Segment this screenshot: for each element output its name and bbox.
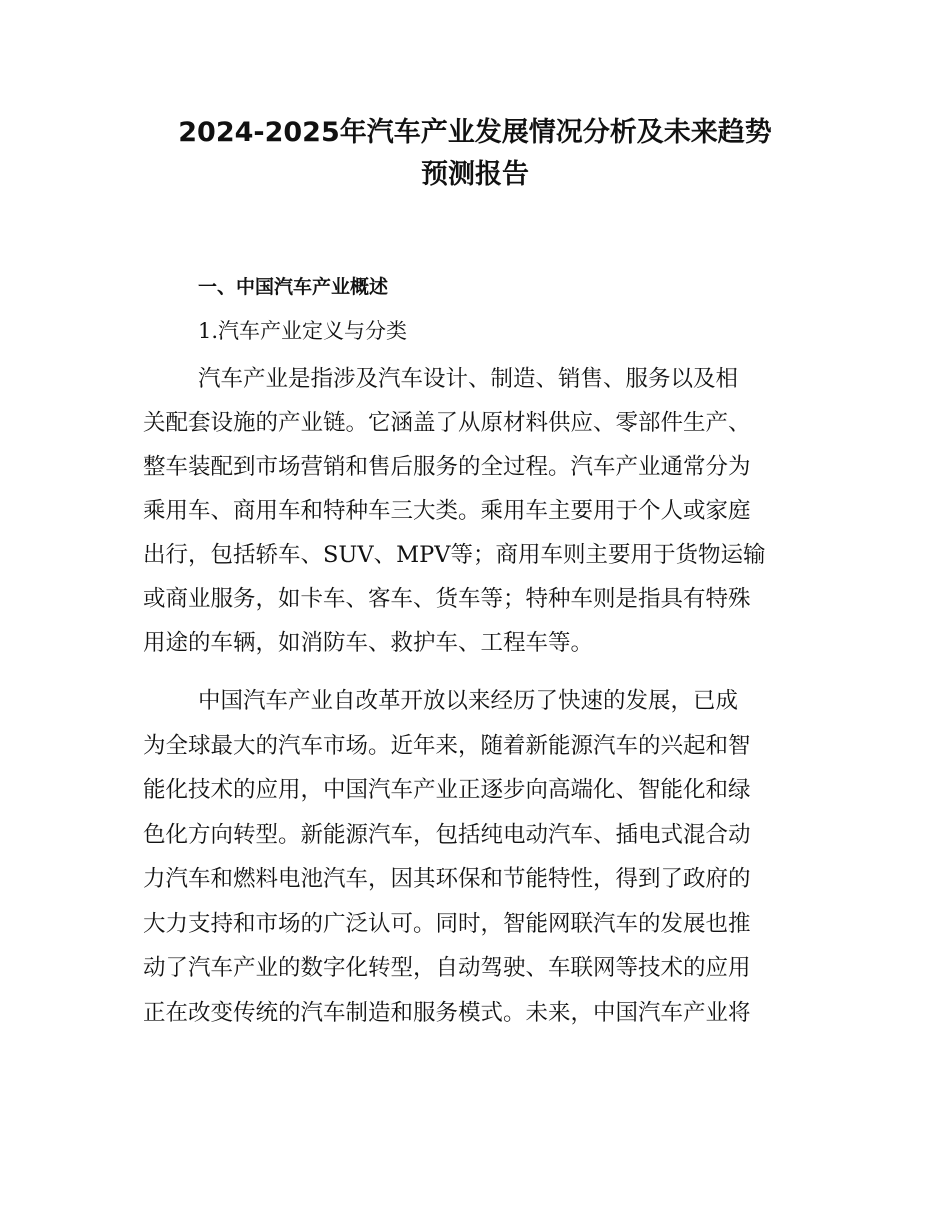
paragraph-1-line-6: 或商业服务，如卡车、客车、货车等；特种车则是指具有特殊 [143, 586, 751, 612]
section-heading: 一、中国汽车产业概述 [198, 276, 389, 298]
paragraph-1-line-4: 乘用车、商用车和特种车三大类。乘用车主要用于个人或家庭 [143, 498, 751, 524]
subsection-heading: 1.汽车产业定义与分类 [198, 319, 408, 343]
paragraph-1-line-2: 关配套设施的产业链。它涵盖了从原材料供应、零部件生产、 [143, 410, 751, 436]
document-title-line-1: 2024-2025年汽车产业发展情况分析及未来趋势 [178, 117, 772, 148]
paragraph-2-line-7: 动了汽车产业的数字化转型，自动驾驶、车联网等技术的应用 [143, 955, 751, 981]
paragraph-2-line-3: 能化技术的应用，中国汽车产业正逐步向高端化、智能化和绿 [143, 777, 751, 803]
paragraph-2-line-8: 正在改变传统的汽车制造和服务模式。未来，中国汽车产业将 [143, 1000, 751, 1026]
paragraph-1-line-1: 汽车产业是指涉及汽车设计、制造、销售、服务以及相 [198, 366, 739, 392]
document-title-line-2: 预测报告 [421, 159, 529, 190]
paragraph-2-line-5: 力汽车和燃料电池汽车，因其环保和节能特性，得到了政府的 [143, 866, 751, 892]
paragraph-1-line-7: 用途的车辆，如消防车、救护车、工程车等。 [143, 630, 594, 656]
paragraph-1-line-3: 整车装配到市场营销和售后服务的全过程。汽车产业通常分为 [143, 454, 751, 480]
paragraph-1-line-5: 出行，包括轿车、SUV、MPV等；商用车则主要用于货物运输 [143, 542, 766, 568]
paragraph-2-line-2: 为全球最大的汽车市场。近年来，随着新能源汽车的兴起和智 [143, 733, 751, 759]
paragraph-2-line-1: 中国汽车产业自改革开放以来经历了快速的发展，已成 [198, 688, 739, 714]
paragraph-2-line-4: 色化方向转型。新能源汽车，包括纯电动汽车、插电式混合动 [143, 822, 751, 848]
paragraph-2-line-6: 大力支持和市场的广泛认可。同时，智能网联汽车的发展也推 [143, 911, 751, 937]
